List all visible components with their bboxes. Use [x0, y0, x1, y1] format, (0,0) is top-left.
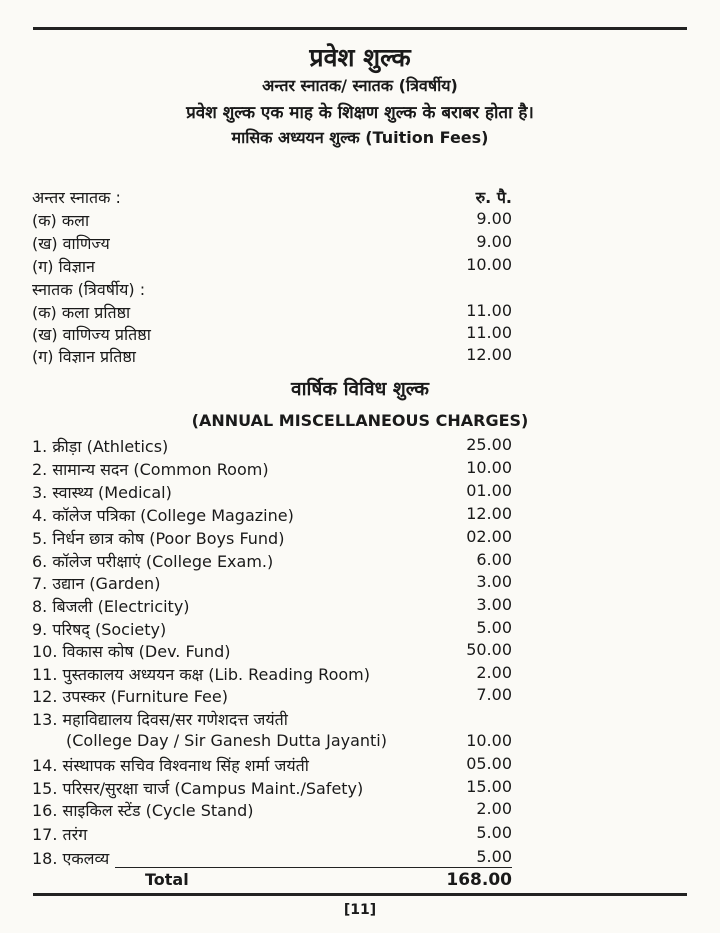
charge-label: 17. तरंग — [32, 825, 88, 844]
charge-row — [32, 847, 512, 869]
charge-amount: 5.00 — [476, 823, 512, 842]
page-subtitle: अन्तर स्नातक/ स्नातक (त्रिवर्षीय) — [262, 76, 458, 95]
charge-label: 5. निर्धन छात्र कोष (Poor Boys Fund) — [32, 529, 285, 548]
tuition-group-header — [32, 278, 512, 300]
fee-row — [32, 301, 512, 323]
charge-label: 2. सामान्य सदन (Common Room) — [32, 460, 269, 479]
charge-row — [32, 731, 512, 753]
charge-label: 6. कॉलेज परीक्षाएं (College Exam.) — [32, 552, 274, 571]
charge-amount: 3.00 — [476, 595, 512, 614]
charge-amount: 15.00 — [466, 777, 512, 796]
charge-amount: 02.00 — [466, 527, 512, 546]
charge-label: 13. महाविद्यालय दिवस/सर गणेशदत्त जयंती — [32, 710, 288, 729]
charge-amount: 12.00 — [466, 504, 512, 523]
charge-label: 3. स्वास्थ्य (Medical) — [32, 483, 172, 502]
fee-amount: 10.00 — [466, 255, 512, 274]
charge-amount: 5.00 — [476, 618, 512, 637]
charge-row — [32, 777, 512, 799]
charge-amount: 10.00 — [466, 731, 512, 750]
charge-amount: 10.00 — [466, 458, 512, 477]
charge-row — [32, 685, 512, 707]
fee-row — [32, 345, 512, 367]
charge-row — [32, 663, 512, 685]
fee-amount: 12.00 — [466, 345, 512, 364]
bottom-rule — [33, 893, 687, 896]
charge-row — [32, 458, 512, 480]
fee-amount: 9.00 — [476, 232, 512, 251]
fee-row — [32, 232, 512, 254]
annual-heading-english: (ANNUAL MISCELLANEOUS CHARGES) — [191, 411, 529, 430]
charge-label: 4. कॉलेज पत्रिका (College Magazine) — [32, 506, 294, 525]
currency-label: रु. पै. — [475, 188, 512, 207]
charge-amount: 7.00 — [476, 685, 512, 704]
charge-label: 11. पुस्तकालय अध्ययन कक्ष (Lib. Reading Room) — [32, 665, 370, 684]
charge-row — [32, 550, 512, 572]
total-amount: 168.00 — [446, 870, 512, 890]
charge-amount: 5.00 — [476, 847, 512, 866]
fee-amount: 9.00 — [476, 209, 512, 228]
page-number: [11] — [343, 902, 377, 918]
charge-label: 18. एकलव्य — [32, 849, 110, 868]
fee-amount: 11.00 — [466, 323, 512, 342]
charge-amount: 01.00 — [466, 481, 512, 500]
total-row — [32, 870, 512, 892]
page-title: प्रवेश शुल्क — [309, 43, 411, 72]
tuition-group-header — [32, 186, 512, 208]
charge-label: 12. उपस्कर (Furniture Fee) — [32, 687, 228, 706]
charge-amount: 05.00 — [466, 754, 512, 773]
charge-row — [32, 572, 512, 594]
charge-label: 7. उद्यान (Garden) — [32, 574, 161, 593]
charge-label: 14. संस्थापक सचिव विश्वनाथ सिंह शर्मा जयंती — [32, 756, 309, 775]
fee-label: (क) कला प्रतिष्ठा — [32, 303, 131, 322]
total-divider — [115, 867, 512, 868]
fee-amount: 11.00 — [466, 301, 512, 320]
admission-note: प्रवेश शुल्क एक माह के शिक्षण शुल्क के बराबर होता है। — [186, 103, 534, 123]
charge-row — [32, 640, 512, 662]
charge-row — [32, 595, 512, 617]
fee-label: (ग) विज्ञान — [32, 257, 95, 276]
charge-label: 9. परिषद् (Society) — [32, 620, 167, 639]
charge-label: 10. विकास कोष (Dev. Fund) — [32, 642, 231, 661]
charge-row — [32, 754, 512, 776]
fee-label: (ग) विज्ञान प्रतिष्ठा — [32, 347, 136, 366]
fee-label: (ख) वाणिज्य — [32, 234, 110, 253]
fee-row — [32, 209, 512, 231]
charge-label: (College Day / Sir Ganesh Dutta Jayanti) — [66, 731, 387, 750]
charge-amount: 6.00 — [476, 550, 512, 569]
fee-row — [32, 255, 512, 277]
charge-label: 1. क्रीड़ा (Athletics) — [32, 437, 169, 456]
charge-label: 15. परिसर/सुरक्षा चार्ज (Campus Maint./Safety) — [32, 779, 364, 798]
charge-row — [32, 823, 512, 845]
tuition-heading: मासिक अध्ययन शुल्क (Tuition Fees) — [231, 128, 489, 147]
charge-amount: 25.00 — [466, 435, 512, 454]
charge-row — [32, 708, 512, 730]
charge-row — [32, 618, 512, 640]
charge-amount: 3.00 — [476, 572, 512, 591]
top-rule — [33, 27, 687, 30]
charge-row — [32, 527, 512, 549]
fee-label: (क) कला — [32, 211, 90, 230]
charge-row — [32, 799, 512, 821]
charge-amount: 50.00 — [466, 640, 512, 659]
charge-label: 16. साइकिल स्टेंड (Cycle Stand) — [32, 801, 254, 820]
charge-amount: 2.00 — [476, 663, 512, 682]
group-label: स्नातक (त्रिवर्षीय) : — [32, 280, 146, 299]
charge-row — [32, 481, 512, 503]
charge-amount: 2.00 — [476, 799, 512, 818]
charge-row — [32, 435, 512, 457]
charge-row — [32, 504, 512, 526]
charge-label: 8. बिजली (Electricity) — [32, 597, 190, 616]
fee-label: (ख) वाणिज्य प्रतिष्ठा — [32, 325, 151, 344]
total-label: Total — [145, 870, 189, 889]
annual-heading-hindi: वार्षिक विविध शुल्क — [291, 378, 429, 400]
group-label: अन्तर स्नातक : — [32, 188, 121, 207]
fee-row — [32, 323, 512, 345]
